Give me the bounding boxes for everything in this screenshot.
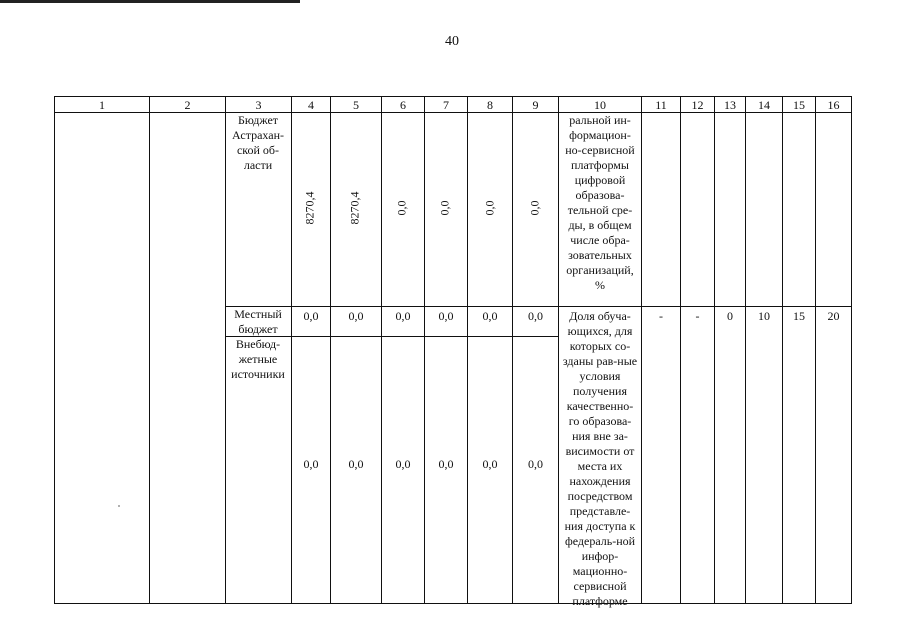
col-line-10 <box>641 96 642 604</box>
local-value-col9: 0,0 <box>528 309 543 323</box>
col-line-7 <box>467 96 468 604</box>
col-line-4 <box>330 96 331 604</box>
table-bottom-border <box>54 603 852 604</box>
col-line-11 <box>680 96 681 604</box>
col-line-8 <box>512 96 513 604</box>
header-col-6: 6 <box>400 98 406 112</box>
header-col-10: 10 <box>594 98 606 112</box>
header-col-13: 13 <box>724 98 736 112</box>
col-line-15 <box>815 96 816 604</box>
target-col15: 15 <box>793 309 805 323</box>
page-number: 40 <box>445 34 459 49</box>
extra-value-col8: 0,0 <box>482 457 498 471</box>
header-col-1: 1 <box>99 98 105 112</box>
extra-value-col5: 0,0 <box>348 457 364 471</box>
extra-value-col7: 0,0 <box>438 457 454 471</box>
header-col-4: 4 <box>308 98 314 112</box>
regional-value-col8: 0,0 <box>482 200 497 216</box>
local-value-col6: 0,0 <box>395 309 411 323</box>
table-top-border <box>54 96 852 97</box>
col-line-16 <box>851 96 852 604</box>
header-col-5: 5 <box>353 98 359 112</box>
target-col12: - <box>695 309 700 323</box>
header-col-3: 3 <box>255 98 262 112</box>
source-regional-budget: Бюджет Астрахан-ской об-ласти <box>232 113 284 172</box>
header-col-14: 14 <box>758 98 770 112</box>
target-col16: 20 <box>827 309 840 323</box>
scan-speck <box>118 505 120 507</box>
col-line-6 <box>424 96 425 604</box>
header-row-border <box>54 112 852 113</box>
col-line-1 <box>149 96 150 604</box>
local-value-col8: 0,0 <box>482 309 498 323</box>
source-local-budget: Местный бюджет <box>234 307 282 336</box>
col-line-9 <box>558 96 559 604</box>
col-line-2 <box>225 96 226 604</box>
source-extrabudget: Внебюд-жетные источники <box>231 337 285 381</box>
header-col-7: 7 <box>443 98 449 112</box>
local-value-col5: 0,0 <box>348 309 364 323</box>
col-line-3 <box>291 96 292 604</box>
row-divider-regional <box>225 306 852 307</box>
regional-value-col4: 8270,4 <box>302 191 317 225</box>
local-value-col4: 0,0 <box>303 309 319 323</box>
regional-value-col7: 0,0 <box>437 200 452 216</box>
header-col-15: 15 <box>793 98 805 112</box>
extra-value-col4: 0,0 <box>303 457 319 471</box>
target-col14: 10 <box>758 309 770 323</box>
col-line-12 <box>714 96 715 604</box>
col-line-0 <box>54 96 55 604</box>
indicator-continuation: ральной ин-формацион-но-сервисной платформы цифровой образова-тельной сре-ды, в общем числе обра-зовательных организаций, % <box>565 113 635 292</box>
regional-value-col5: 8270,4 <box>347 191 362 225</box>
header-col-11: 11 <box>655 98 667 112</box>
col-line-14 <box>782 96 783 604</box>
header-col-2: 2 <box>184 98 191 112</box>
header-col-9: 9 <box>532 98 539 112</box>
target-col11: - <box>659 309 663 323</box>
indicator-learners-share: Доля обуча-ющихся, для которых со-зданы рав-ные условия получения качественно-го образова-ния вне за-висимости от места их нахождения посредством представле-ния доступа к федераль-ной инфор-мационно-сервисной платформе <box>562 309 638 608</box>
extra-value-col9: 0,0 <box>528 457 543 471</box>
extra-value-col6: 0,0 <box>395 457 411 471</box>
header-col-16: 16 <box>827 98 840 112</box>
regional-value-col6: 0,0 <box>394 200 409 216</box>
local-value-col7: 0,0 <box>438 309 454 323</box>
target-col13: 0 <box>727 309 733 323</box>
header-rule <box>0 0 300 3</box>
col-line-5 <box>381 96 382 604</box>
header-col-12: 12 <box>691 98 704 112</box>
col-line-13 <box>745 96 746 604</box>
header-col-8: 8 <box>487 98 493 112</box>
regional-value-col9: 0,0 <box>527 200 542 216</box>
